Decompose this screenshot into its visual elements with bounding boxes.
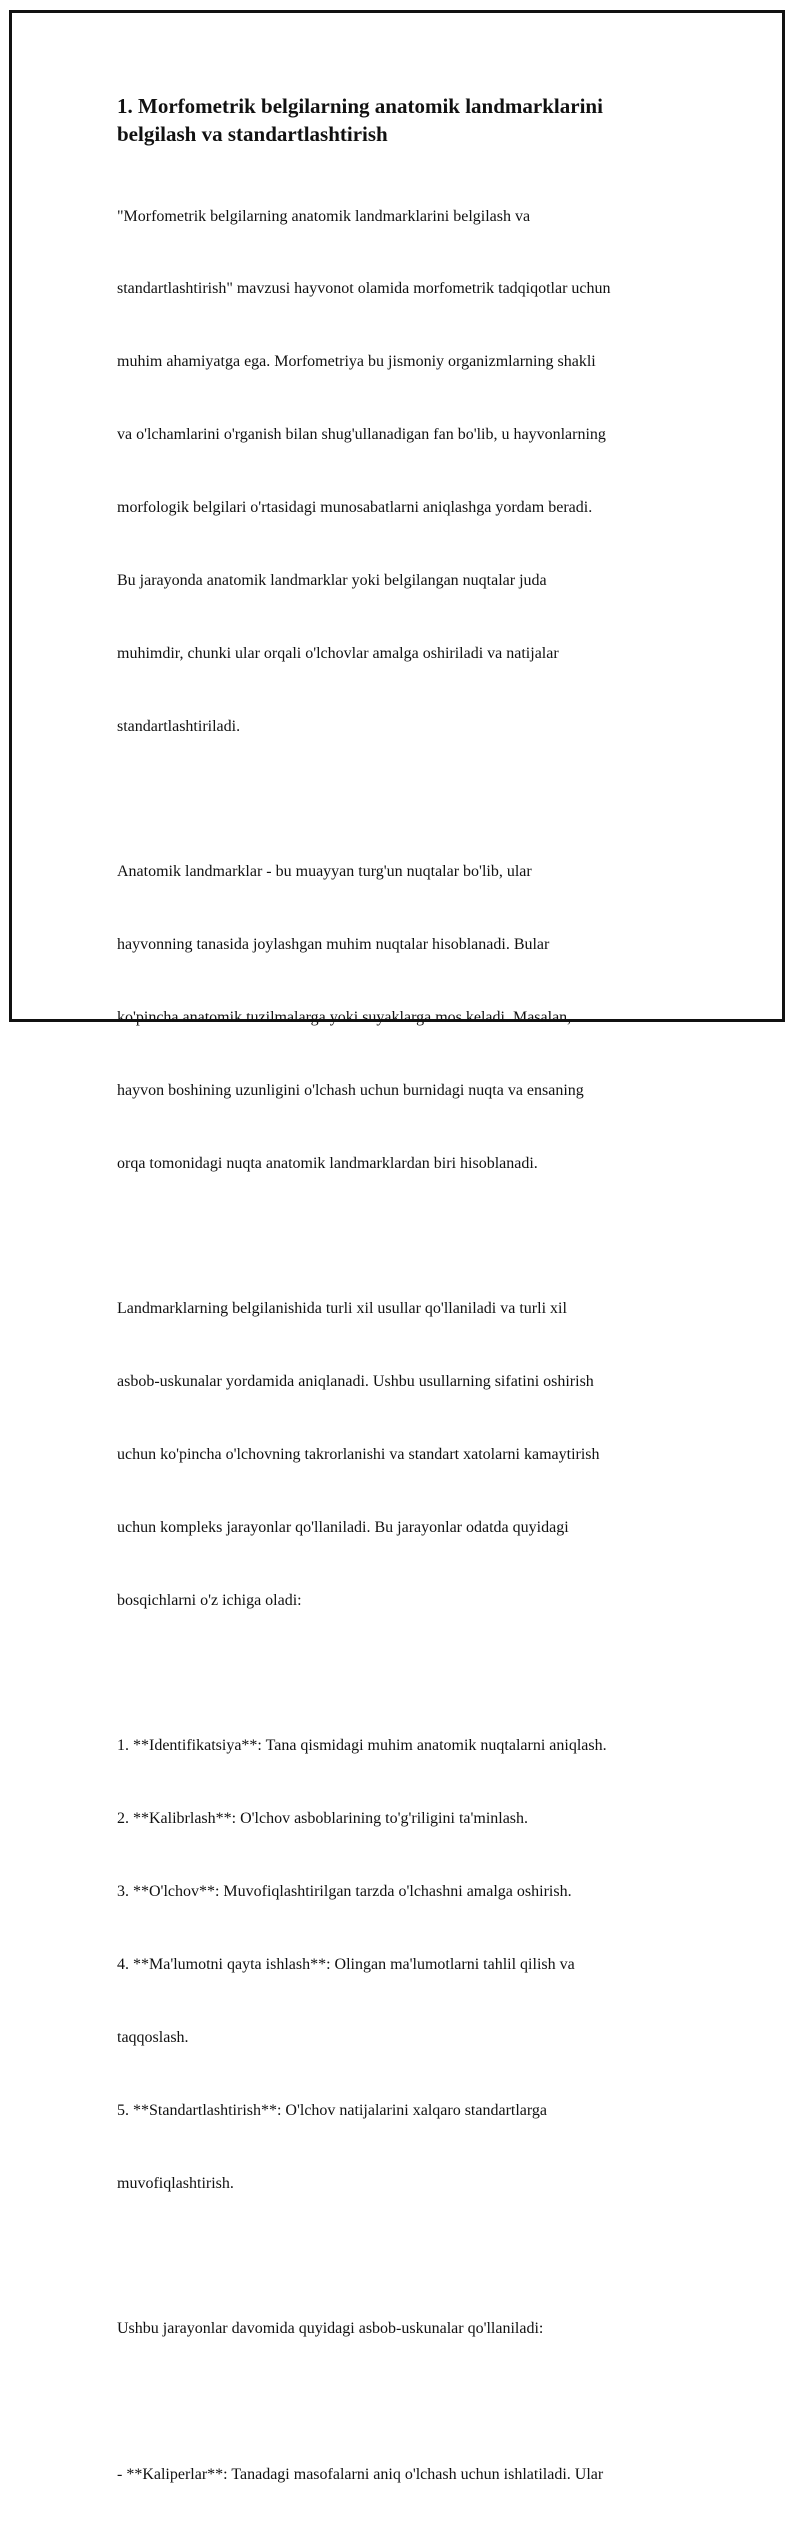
text-line: Anatomik landmarklar - bu muayyan turg'un nuqtalar bo'lib, ular: [117, 863, 532, 881]
text-line: bosqichlarni o'z ichiga oladi:: [117, 1591, 302, 1609]
title-line: belgilash va standartlashtirish: [117, 122, 388, 146]
paragraph-gap: [117, 1225, 697, 1249]
paragraph-gap: [117, 788, 697, 812]
text-line: va o'lchamlarini o'rganish bilan shug'ullanadigan fan bo'lib, u hayvonlarning: [117, 426, 606, 444]
text-line: Landmarklarning belgilanishida turli xil usullar qo'llaniladi va turli xil: [117, 1300, 567, 1318]
list-item: - **Kaliperlar**: Tanadagi masofalarni aniq o'lchash uchun ishlatiladi. Ular: [117, 2465, 604, 2483]
list-item: taqqoslash.: [117, 2028, 189, 2046]
tools-list: [117, 2414, 697, 2535]
text-line: muhim ahamiyatga ega. Morfometriya bu jismoniy organizmlarning shakli: [117, 353, 596, 371]
text-line: hayvonning tanasida joylashgan muhim nuqtalar hisoblanadi. Bular: [117, 936, 550, 954]
text-line: Ushbu jarayonlar davomida quyidagi asbob-uskunalar qo'llaniladi:: [117, 2320, 544, 2338]
text-line: uchun kompleks jarayonlar qo'llaniladi. Bu jarayonlar odatda quyidagi: [117, 1519, 569, 1537]
text-line: "Morfometrik belgilarning anatomik landmarklarini belgilash va: [117, 207, 531, 225]
list-item: 2. **Kalibrlash**: O'lchov asboblarining to'g'riligini ta'minlash.: [117, 1810, 529, 1828]
text-line: hayvon boshining uzunligini o'lchash uchun burnidagi nuqta va ensaning: [117, 1081, 584, 1099]
landmarks-paragraph: [117, 812, 697, 1225]
text-line: Bu jarayonda anatomik landmarklar yoki belgilangan nuqtalar juda: [117, 572, 547, 590]
text-line: morfologik belgilari o'rtasidagi munosabatlarni aniqlashga yordam beradi.: [117, 499, 593, 517]
paragraph-gap: [117, 2390, 697, 2414]
text-line: standartlashtirish" mavzusi hayvonot olamida morfometrik tadqiqotlar uchun: [117, 280, 611, 298]
tools-intro-paragraph: [117, 2269, 697, 2390]
text-line: orqa tomonidagi nuqta anatomik landmarklardan biri hisoblanadi.: [117, 1154, 538, 1172]
section-title: [117, 92, 697, 148]
text-line: ko'pincha anatomik tuzilmalarga yoki suyaklarga mos keladi. Masalan,: [117, 1009, 572, 1027]
intro-paragraph: [117, 156, 697, 788]
steps-list: [117, 1686, 697, 2245]
list-item: 4. **Ma'lumotni qayta ishlash**: Olingan ma'lumotlarni tahlil qilish va: [117, 1956, 575, 1974]
methods-paragraph: [117, 1249, 697, 1662]
document-body: [117, 92, 697, 2536]
list-item: muvofiqlashtirish.: [117, 2174, 234, 2192]
list-item: 5. **Standartlashtirish**: O'lchov natijalarini xalqaro standartlarga: [117, 2101, 548, 2119]
text-line: muhimdir, chunki ular orqali o'lchovlar amalga oshiriladi va natijalar: [117, 644, 559, 662]
text-line: asbob-uskunalar yordamida aniqlanadi. Ushbu usullarning sifatini oshirish: [117, 1373, 594, 1391]
text-line: uchun ko'pincha o'lchovning takrorlanishi va standart xatolarni kamaytirish: [117, 1446, 600, 1464]
text-line: standartlashtiriladi.: [117, 717, 241, 735]
list-item: 3. **O'lchov**: Muvofiqlashtirilgan tarzda o'lchashni amalga oshirish.: [117, 1883, 572, 1901]
paragraph-gap: [117, 2245, 697, 2269]
title-line: 1. Morfometrik belgilarning anatomik landmarklarini: [117, 94, 603, 118]
paragraph-gap: [117, 1662, 697, 1686]
list-item: 1. **Identifikatsiya**: Tana qismidagi muhim anatomik nuqtalarni aniqlash.: [117, 1737, 607, 1755]
